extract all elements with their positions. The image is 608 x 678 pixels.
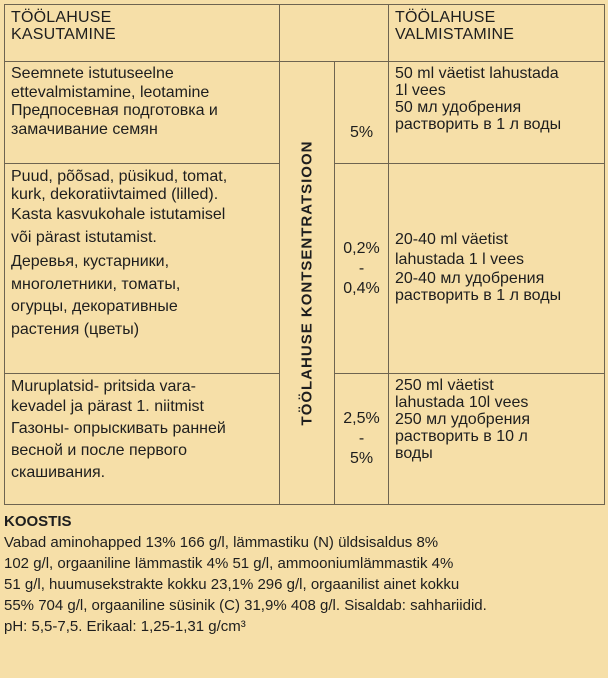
composition-line: 102 g/l, orgaaniline lämmastik 4% 51 g/l, ammooniumlämmastik 4% [4,555,454,572]
preparation-line: 250 ml väetist [395,377,494,394]
percent-cell [335,374,389,505]
percent-value: 5% [349,450,374,467]
header-usage-line: KASUTAMINE [11,26,116,43]
preparation-line: 250 мл удобрения [395,411,531,428]
header-usage-line: TÖÖLAHUSE [11,9,112,26]
usage-table [4,4,605,505]
percent-separator: - [358,259,365,277]
percent-cell [335,164,389,374]
percent-value: 5% [349,123,374,141]
usage-line: Puud, põõsad, püsikud, tomat, [11,168,228,185]
percent-cell [335,62,389,164]
usage-line: весной и после первого [11,442,188,459]
header-preparation-line: VALMISTAMINE [395,26,515,43]
usage-line: kevadel ja pärast 1. niitmist [11,398,204,415]
usage-line: огурцы, декоративные [11,298,178,315]
usage-line: Газоны- опрыскивать ранней [11,420,226,437]
percent-value: 0,2% [343,239,380,257]
preparation-line: растворить в 1 л воды [395,286,562,304]
header-usage [5,5,280,62]
usage-line: растения (цветы) [11,320,140,338]
usage-line: многолетники, томаты, [11,275,181,293]
concentration-label: TÖÖLAHUSE KONTSENTRATSIOON [298,140,316,426]
composition-line: 55% 704 g/l, orgaaniline süsinik (C) 31,9% 408 g/l. Sisaldab: sahhariidid. [4,597,487,614]
composition-section [4,511,604,637]
composition-line: pH: 5,5-7,5. Erikaal: 1,25-1,31 g/cm³ [4,618,246,635]
usage-line: Muruplatsid- pritsida vara- [11,378,196,395]
header-preparation [389,5,605,62]
usage-line: Seemnete istutuseelne [11,65,174,82]
concentration-label-cell [280,62,335,505]
preparation-line: воды [395,445,433,462]
table-header-row [5,5,605,62]
composition-line: Vabad aminohapped 13% 166 g/l, lämmastiku (N) üldsisaldus 8% [4,534,439,551]
usage-line: Kasta kasvukohale istutamisel [11,206,226,223]
table-row [5,62,605,164]
header-concentration-empty [280,5,389,62]
header-preparation-line: TÖÖLAHUSE [395,9,496,26]
preparation-cell [389,62,605,164]
usage-line: kurk, dekoratiivtaimed (lilled). [11,186,219,203]
usage-line: ettevalmistamine, leotamine [11,83,210,101]
usage-line: Деревья, кустарники, [11,253,170,270]
preparation-line: lahustada 1 l vees [395,250,524,268]
preparation-line: lahustada 10l vees [395,394,529,411]
usage-line: või pärast istutamist. [11,228,157,246]
usage-cell [5,374,280,505]
percent-value: 2,5% [343,410,380,427]
usage-cell [5,164,280,374]
usage-line: скашивания. [11,464,106,481]
usage-cell [5,62,280,164]
usage-line: замачивание семян [11,120,158,138]
preparation-line: растворить в 10 л [395,428,528,445]
percent-value: 0,4% [343,279,380,297]
composition-line: 51 g/l, huumusekstrakte kokku 23,1% 296 g/l, orgaanilist ainet kokku [4,576,460,593]
preparation-line: 20-40 мл удобрения [395,269,545,287]
usage-line: Предпосевная подготовка и [11,102,218,120]
preparation-line: 20-40 ml väetist [395,230,508,248]
preparation-line: 1l vees [395,82,446,99]
preparation-line: 50 ml väetist lahustada [395,65,559,82]
preparation-line: растворить в 1 л воды [395,116,562,133]
preparation-cell [389,374,605,505]
preparation-line: 50 мл удобрения [395,99,522,116]
percent-separator: - [358,430,365,447]
preparation-cell [389,164,605,374]
composition-title: KOOSTIS [4,513,72,530]
